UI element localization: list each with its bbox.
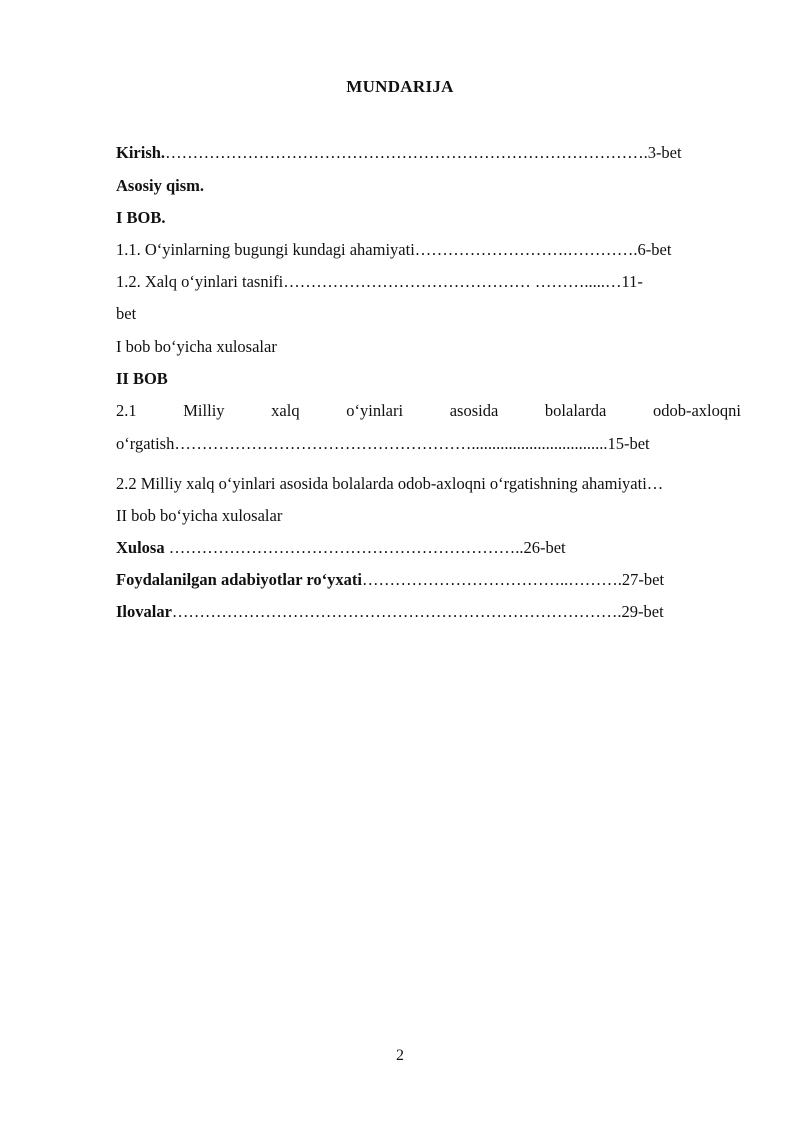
page-number: 2: [396, 1047, 404, 1064]
toc-leader: ……………………….…………: [414, 240, 634, 259]
toc-page: .6-bet: [633, 240, 672, 259]
toc-label: Ilovalar: [116, 602, 172, 621]
toc-entry-2-1-continued: [116, 434, 741, 454]
toc-page: 27-bet: [621, 570, 665, 589]
toc-leader: ………………………………..……….: [362, 570, 622, 589]
toc-entry-1-2: [116, 272, 741, 292]
toc-entry-bob1-xulosa: I bob bo‘yicha xulosalar: [116, 337, 277, 356]
toc-label: o‘rgatish: [116, 434, 175, 453]
toc-page: .3-bet: [643, 143, 682, 162]
toc-leader: ……………………………………………….................................: [174, 434, 608, 453]
toc-word: odob-axloqni: [652, 401, 741, 420]
toc-word: Milliy: [183, 401, 225, 420]
toc-leader: ……………………………………………………………………………: [165, 143, 644, 162]
toc-entry-kirish: [116, 143, 741, 163]
toc-entry-xulosa: [116, 538, 741, 558]
toc-word: 2.1: [116, 401, 137, 420]
toc-label: 1.1. O‘yinlarning bugungi kundagi ahamiyati: [116, 240, 415, 259]
toc-entry-1-1: [116, 240, 741, 260]
toc-entry-2-2: 2.2 Milliy xalq o‘yinlari asosida bolalarda odob-axloqni o‘rgatishning ahamiyati…: [116, 474, 664, 493]
toc-entry-bob2-xulosa: II bob bo‘yicha xulosalar: [116, 506, 283, 525]
toc-label: Foydalanilgan adabiyotlar ro‘yxati: [116, 570, 363, 589]
toc-heading-bob1: I BOB.: [116, 208, 166, 227]
toc-leader: ………………………………………………………..: [164, 538, 524, 557]
toc-word: asosida: [449, 401, 499, 420]
toc-entry-2-1: [116, 401, 741, 421]
toc-word: o‘yinlari: [346, 401, 404, 420]
toc-entry-1-2-continued: bet: [116, 304, 137, 323]
toc-entry-foydalanilgan: [116, 570, 741, 590]
toc-label: 1.2. Xalq o‘yinlari tasnifi: [116, 272, 284, 291]
toc-page: 29-bet: [621, 602, 664, 621]
toc-heading-asosiy: Asosiy qism.: [116, 176, 205, 195]
toc-page: 26-bet: [523, 538, 566, 557]
toc-word: xalq: [271, 401, 300, 420]
toc-heading-bob2: II BOB: [116, 369, 168, 388]
toc-page: 15-bet: [607, 434, 650, 453]
toc-page: 11-: [621, 272, 643, 291]
toc-label: Kirish.: [116, 143, 166, 162]
toc-label: Xulosa: [116, 538, 165, 557]
page-title: MUNDARIJA: [346, 77, 454, 96]
toc-word: bolalarda: [544, 401, 607, 420]
toc-leader: ……………………………………………………………………….: [171, 602, 622, 621]
toc-entry-ilovalar: [116, 602, 741, 622]
toc-leader: ……………………………………… ……….....…: [283, 272, 622, 291]
